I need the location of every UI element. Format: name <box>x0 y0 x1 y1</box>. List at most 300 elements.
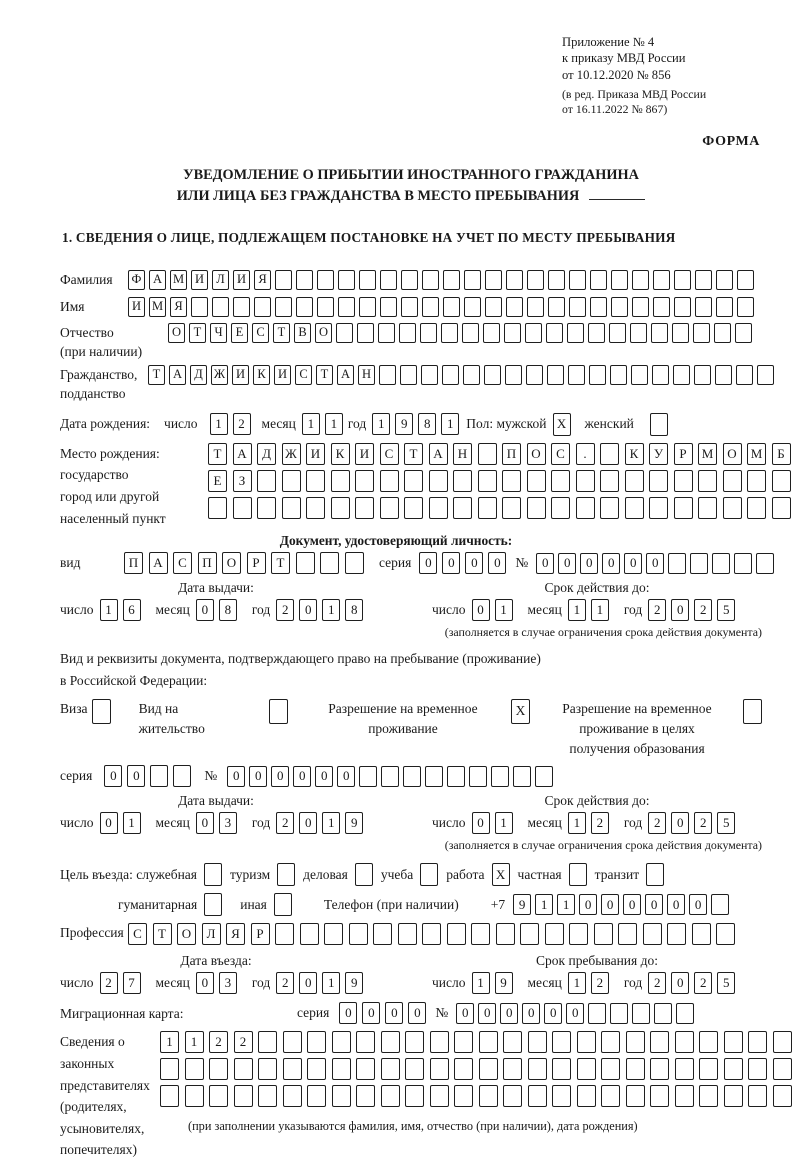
char-cell <box>429 497 448 519</box>
form-title <box>60 165 762 208</box>
stay-until-date: число 1 9 месяц 1 2 год 2 0 2 5 <box>432 972 762 994</box>
char-cell <box>723 497 742 519</box>
char-cell <box>359 270 376 290</box>
char-cell: 5 <box>717 972 735 994</box>
char-cell <box>625 470 644 492</box>
char-cell <box>773 1085 792 1107</box>
char-cell <box>332 1031 351 1053</box>
birth-year-cells <box>372 413 464 435</box>
char-cell: 8 <box>418 413 436 435</box>
char-cell <box>420 863 438 886</box>
char-cell <box>772 497 791 519</box>
char-cell <box>734 553 752 574</box>
char-cell: Ф <box>128 270 145 290</box>
name-row <box>60 297 762 317</box>
char-cell: 0 <box>299 599 317 621</box>
char-cell: О <box>315 323 332 343</box>
purpose-label: Цель въезда: служебная <box>60 866 197 882</box>
char-cell: 3 <box>219 812 237 834</box>
char-cell <box>690 553 708 574</box>
char-cell: Л <box>212 270 229 290</box>
char-cell: 0 <box>293 766 311 787</box>
migration-card-row <box>60 1002 762 1024</box>
char-cell <box>447 766 465 787</box>
patronymic-row <box>60 323 762 365</box>
char-cell <box>430 1085 449 1107</box>
profession-cells <box>128 923 741 945</box>
char-cell: 0 <box>646 553 664 574</box>
char-cell <box>401 270 418 290</box>
char-cell <box>513 766 531 787</box>
char-cell <box>191 297 208 317</box>
char-cell <box>282 497 301 519</box>
char-cell <box>594 923 613 945</box>
char-cell: 0 <box>227 766 245 787</box>
citizenship-cells <box>148 365 778 385</box>
char-cell <box>568 365 585 385</box>
char-cell <box>355 497 374 519</box>
char-cell: 2 <box>694 812 712 834</box>
char-cell <box>711 894 729 915</box>
char-cell <box>359 297 376 317</box>
migration-series-cells <box>339 1002 431 1024</box>
char-cell <box>588 323 605 343</box>
permit-issue-date: число 0 1 месяц 0 3 год 2 0 1 9 <box>60 812 432 834</box>
char-cell: С <box>173 552 192 574</box>
char-cell <box>331 470 350 492</box>
permit-series-label: серия <box>60 768 93 784</box>
char-cell <box>160 1058 179 1080</box>
char-cell <box>632 297 649 317</box>
stay-year-cells <box>648 972 740 994</box>
char-cell <box>757 365 774 385</box>
char-cell <box>747 497 766 519</box>
char-cell: 2 <box>276 972 294 994</box>
char-cell: Ж <box>282 443 301 465</box>
form-title-line1: УВЕДОМЛЕНИЕ О ПРИБЫТИИ ИНОСТРАННОГО ГРАЖДАНИНА <box>183 166 639 183</box>
permit-issue-day-cells <box>100 812 146 834</box>
char-cell <box>569 863 587 886</box>
char-cell <box>307 1085 326 1107</box>
doc-number-label: № <box>515 555 529 571</box>
sex-female-label: женский <box>584 416 634 432</box>
char-cell: А <box>149 270 166 290</box>
char-cell: М <box>747 443 766 465</box>
char-cell <box>748 1031 767 1053</box>
purpose-other-checkbox <box>274 893 292 916</box>
patronymic-cells <box>168 323 756 343</box>
name-cells <box>128 297 758 317</box>
char-cell <box>723 470 742 492</box>
char-cell <box>528 1058 547 1080</box>
char-cell: В <box>294 323 311 343</box>
char-cell <box>336 323 353 343</box>
char-cell <box>478 497 497 519</box>
char-cell: И <box>191 270 208 290</box>
char-cell <box>715 365 732 385</box>
char-cell <box>300 923 319 945</box>
char-cell: 9 <box>513 894 531 915</box>
char-cell <box>283 1058 302 1080</box>
char-cell: Б <box>772 443 791 465</box>
note-line: от 10.12.2020 № 856 <box>562 67 671 82</box>
birth-place-row1-cells <box>208 443 796 465</box>
char-cell <box>462 323 479 343</box>
char-cell <box>160 1085 179 1107</box>
migration-number-label: № <box>435 1005 449 1021</box>
doc-type-row <box>60 552 762 574</box>
char-cell: 0 <box>100 812 118 834</box>
char-cell: П <box>198 552 217 574</box>
char-cell: О <box>527 443 546 465</box>
permit-issue-col: Дата выдачи: число 0 1 месяц 0 3 год 2 0 1 9 <box>60 793 432 853</box>
char-cell <box>479 1031 498 1053</box>
char-cell <box>552 1031 571 1053</box>
char-cell: 1 <box>160 1031 179 1053</box>
char-cell: 1 <box>591 599 609 621</box>
char-cell: К <box>253 365 270 385</box>
char-cell <box>212 297 229 317</box>
char-cell <box>453 497 472 519</box>
char-cell: 1 <box>568 972 586 994</box>
char-cell <box>695 270 712 290</box>
doc-issue-year-cells <box>276 599 368 621</box>
purpose-business-checkbox <box>355 863 373 886</box>
char-cell: . <box>576 443 595 465</box>
char-cell <box>504 323 521 343</box>
char-cell <box>569 270 586 290</box>
char-cell <box>478 470 497 492</box>
char-cell <box>649 470 668 492</box>
char-cell <box>430 1031 449 1053</box>
char-cell <box>653 270 670 290</box>
representatives-label: Сведения о законных представителях (родителях, усыновителях, попечителях) <box>60 1034 150 1158</box>
char-cell: 0 <box>472 812 490 834</box>
char-cell: 1 <box>568 812 586 834</box>
char-cell <box>420 323 437 343</box>
char-cell: Р <box>674 443 693 465</box>
char-cell <box>626 1058 645 1080</box>
char-cell <box>378 323 395 343</box>
char-cell <box>546 323 563 343</box>
char-cell: 9 <box>395 413 413 435</box>
visa-label: Виза <box>60 700 88 716</box>
char-cell <box>643 923 662 945</box>
char-cell: 1 <box>568 599 586 621</box>
char-cell <box>610 1003 628 1024</box>
char-cell: 1 <box>322 972 340 994</box>
char-cell: 0 <box>442 552 460 574</box>
char-cell <box>625 497 644 519</box>
char-cell <box>674 297 691 317</box>
regulation-note <box>562 34 762 118</box>
char-cell: X <box>553 413 571 436</box>
char-cell <box>296 270 313 290</box>
char-cell: 0 <box>580 553 598 574</box>
char-cell: 0 <box>299 972 317 994</box>
permit-expiry-month-cells <box>568 812 614 834</box>
purpose-study-checkbox <box>420 863 438 886</box>
char-cell: 1 <box>372 413 390 435</box>
char-cell <box>551 470 570 492</box>
char-cell: С <box>295 365 312 385</box>
doc-expiry-day-cells <box>472 599 518 621</box>
char-cell <box>693 323 710 343</box>
private-label: частная <box>517 866 562 882</box>
char-cell <box>349 923 368 945</box>
char-cell: Ч <box>210 323 227 343</box>
char-cell <box>258 1085 277 1107</box>
birth-month-cells <box>302 413 348 435</box>
temp-residence-label: Разрешение на временное проживание <box>328 700 478 736</box>
char-cell: 8 <box>219 599 237 621</box>
entry-date-col <box>60 953 432 994</box>
char-cell: 1 <box>322 812 340 834</box>
char-cell: 0 <box>602 553 620 574</box>
char-cell <box>233 497 252 519</box>
char-cell <box>429 470 448 492</box>
char-cell: О <box>177 923 196 945</box>
char-cell <box>478 443 497 465</box>
humanitarian-label: гуманитарная <box>118 896 198 912</box>
char-cell <box>307 1058 326 1080</box>
char-cell: 0 <box>623 894 641 915</box>
char-cell: 0 <box>104 765 122 787</box>
char-cell <box>673 365 690 385</box>
char-cell: 2 <box>234 1031 253 1053</box>
char-cell: X <box>511 699 530 724</box>
char-cell <box>650 413 668 436</box>
char-cell: Т <box>189 323 206 343</box>
char-cell: 0 <box>566 1003 584 1024</box>
char-cell <box>590 297 607 317</box>
char-cell <box>332 1085 351 1107</box>
doc-number-cells <box>536 553 778 574</box>
char-cell <box>610 365 627 385</box>
char-cell <box>485 297 502 317</box>
char-cell <box>756 553 774 574</box>
char-cell <box>735 323 752 343</box>
char-cell <box>204 893 222 916</box>
char-cell: Я <box>170 297 187 317</box>
entry-dates-block <box>60 953 762 994</box>
char-cell: 7 <box>123 972 141 994</box>
char-cell <box>485 270 502 290</box>
char-cell <box>380 497 399 519</box>
patronymic-label: Отчество (при наличии) <box>60 324 143 360</box>
char-cell: К <box>625 443 644 465</box>
char-cell: 0 <box>339 1002 357 1024</box>
char-cell <box>626 1031 645 1053</box>
migration-series-label: серия <box>297 1005 330 1021</box>
char-cell: И <box>355 443 374 465</box>
entry-month-cells <box>196 972 242 994</box>
char-cell <box>569 297 586 317</box>
char-cell <box>632 1003 650 1024</box>
char-cell <box>254 297 271 317</box>
char-cell: 0 <box>671 972 689 994</box>
char-cell <box>373 923 392 945</box>
char-cell <box>283 1085 302 1107</box>
char-cell <box>405 1058 424 1080</box>
char-cell <box>577 1031 596 1053</box>
char-cell: П <box>124 552 143 574</box>
char-cell: С <box>128 923 147 945</box>
char-cell <box>443 270 460 290</box>
char-cell: А <box>233 443 252 465</box>
stay-doc-checkboxes <box>60 699 762 760</box>
char-cell <box>503 1031 522 1053</box>
char-cell <box>275 297 292 317</box>
char-cell <box>743 699 762 724</box>
char-cell: С <box>252 323 269 343</box>
char-cell: 1 <box>322 599 340 621</box>
char-cell <box>275 270 292 290</box>
char-cell: С <box>551 443 570 465</box>
char-cell <box>380 470 399 492</box>
char-cell: 0 <box>500 1003 518 1024</box>
char-cell <box>631 365 648 385</box>
char-cell <box>724 1058 743 1080</box>
char-cell <box>630 323 647 343</box>
char-cell <box>257 470 276 492</box>
char-cell: Р <box>247 552 266 574</box>
char-cell <box>652 365 669 385</box>
permit-number-cells <box>227 766 557 787</box>
char-cell: 0 <box>671 599 689 621</box>
char-cell <box>359 766 377 787</box>
char-cell <box>233 297 250 317</box>
char-cell: 0 <box>315 766 333 787</box>
char-cell <box>576 470 595 492</box>
note-line: Приложение № 4 <box>562 35 655 49</box>
char-cell <box>601 1085 620 1107</box>
representatives-row3-cells <box>160 1085 797 1107</box>
purpose-humanitarian-checkbox <box>204 893 222 916</box>
char-cell <box>381 1058 400 1080</box>
char-cell <box>736 365 753 385</box>
char-cell <box>381 766 399 787</box>
char-cell <box>601 1058 620 1080</box>
char-cell <box>525 323 542 343</box>
representatives-row2-cells <box>160 1058 797 1080</box>
char-cell: 1 <box>441 413 459 435</box>
char-cell: Т <box>273 323 290 343</box>
doc-expiry-month-cells <box>568 599 614 621</box>
char-cell <box>675 1031 694 1053</box>
char-cell <box>404 497 423 519</box>
temp-residence-checkbox <box>511 699 530 724</box>
migration-number-cells <box>456 1003 698 1024</box>
char-cell <box>527 497 546 519</box>
char-cell <box>695 297 712 317</box>
work-label: работа <box>446 866 485 882</box>
char-cell <box>667 923 686 945</box>
forma-label: ФОРМА <box>702 133 760 149</box>
birth-date-row <box>60 413 762 436</box>
char-cell <box>600 497 619 519</box>
stay-doc-text: Вид и реквизиты документа, подтверждающего право на пребывание (проживание) в Российской Федерации: <box>60 651 541 689</box>
char-cell <box>306 497 325 519</box>
permit-series-cells <box>104 765 196 787</box>
char-cell <box>748 1058 767 1080</box>
doc-issue-col <box>60 580 432 640</box>
day-label: число <box>164 416 198 432</box>
char-cell: А <box>337 365 354 385</box>
char-cell: 0 <box>419 552 437 574</box>
char-cell <box>650 1085 669 1107</box>
char-cell <box>649 497 668 519</box>
profession-label: Профессия <box>60 925 124 941</box>
char-cell: 0 <box>337 766 355 787</box>
char-cell <box>421 365 438 385</box>
char-cell: 0 <box>408 1002 426 1024</box>
char-cell <box>503 1058 522 1080</box>
phone-prefix: +7 <box>490 896 506 912</box>
char-cell <box>454 1058 473 1080</box>
char-cell: 0 <box>249 766 267 787</box>
doc-type-label: вид <box>60 555 81 571</box>
doc-dates-block <box>60 580 762 640</box>
char-cell: И <box>233 270 250 290</box>
char-cell <box>528 1031 547 1053</box>
char-cell <box>209 1058 228 1080</box>
char-cell <box>479 1058 498 1080</box>
char-cell <box>535 766 553 787</box>
char-cell: 0 <box>579 894 597 915</box>
char-cell <box>646 863 664 886</box>
id-doc-header: Документ, удостоверяющий личность: <box>279 533 513 549</box>
char-cell <box>674 270 691 290</box>
char-cell: 0 <box>558 553 576 574</box>
char-cell: 0 <box>271 766 289 787</box>
char-cell: 0 <box>465 552 483 574</box>
char-cell <box>675 1058 694 1080</box>
char-cell: Т <box>208 443 227 465</box>
char-cell <box>208 497 227 519</box>
char-cell <box>773 1058 792 1080</box>
char-cell: 0 <box>299 812 317 834</box>
char-cell <box>282 470 301 492</box>
char-cell <box>150 765 168 787</box>
char-cell <box>307 1031 326 1053</box>
char-cell <box>275 923 294 945</box>
char-cell: И <box>128 297 145 317</box>
char-cell <box>430 1058 449 1080</box>
surname-cells <box>128 270 758 290</box>
char-cell: 0 <box>645 894 663 915</box>
char-cell: О <box>222 552 241 574</box>
char-cell <box>527 270 544 290</box>
birth-date-label: Дата рождения: <box>60 416 151 432</box>
char-cell <box>505 365 522 385</box>
char-cell: С <box>380 443 399 465</box>
purpose-row <box>60 863 762 886</box>
char-cell <box>283 1031 302 1053</box>
char-cell <box>674 470 693 492</box>
char-cell <box>185 1058 204 1080</box>
char-cell: З <box>233 470 252 492</box>
char-cell: 1 <box>535 894 553 915</box>
char-cell: 2 <box>648 812 666 834</box>
char-cell: 0 <box>362 1002 380 1024</box>
stay-until-col <box>432 953 762 994</box>
char-cell <box>600 470 619 492</box>
entry-date: число 2 7 месяц 0 3 год 2 0 1 9 <box>60 972 432 994</box>
char-cell: О <box>168 323 185 343</box>
char-cell: 1 <box>325 413 343 435</box>
char-cell <box>576 497 595 519</box>
